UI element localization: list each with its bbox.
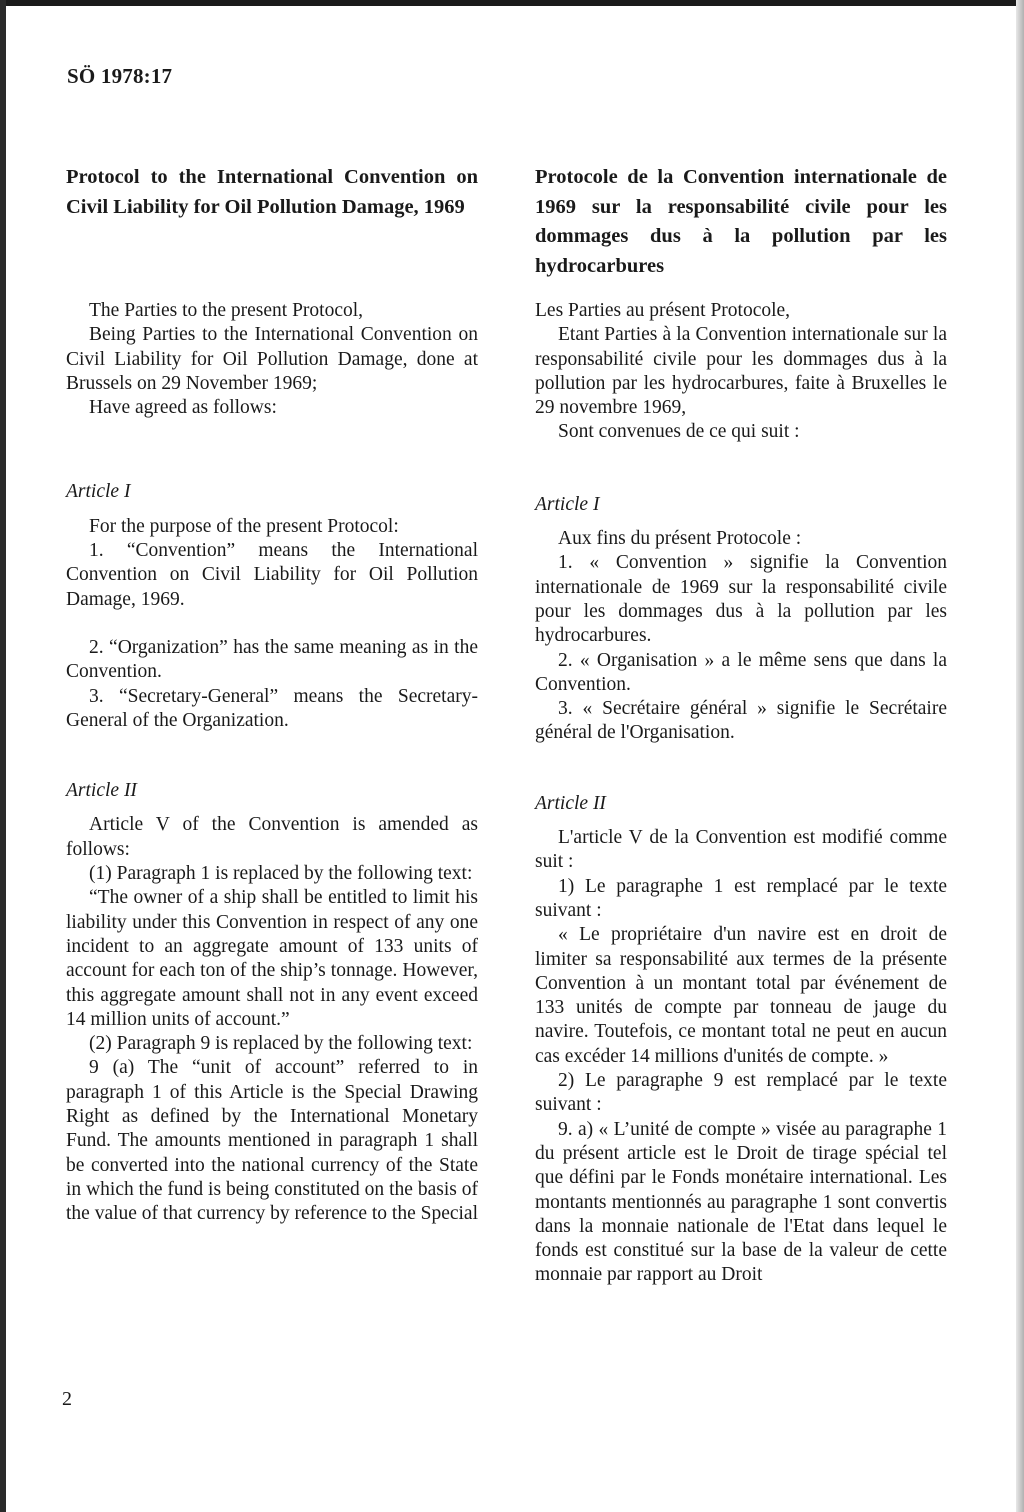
french-article-1-p2: 2. « Organisation » a le même sens que dans la Convention.: [535, 649, 947, 695]
spacer: [535, 445, 947, 493]
french-article-2-p3: 2) Le paragraphe 9 est remplacé par le texte suivant :: [535, 1070, 947, 1116]
french-article-2-p4: 9. a) « L’unité de compte » visée au paragraphe 1 du présent article est le Droit de tirage spécial tel que défini par le Fonds monétaire international. Les montants mentionnés au paragraphe 1 sont convertis dans la monnaie nationale de l'Etat dans lequel le fonds est constitué sur la base de la valeur de cette monnaie par rapport au Droit: [535, 1118, 947, 1286]
spacer: [66, 612, 478, 636]
french-article-2-p2: « Le propriétaire d'un navire est en droit de limiter sa responsabilité aux termes de la présente Convention à un montant total par événement de 133 unités de compte par tonneau de jauge du navire. Toutefois, ce montant total ne peut en aucun cas excéder 14 millions d'unités de compte. »: [535, 924, 947, 1067]
document-code: SÖ 1978:17: [67, 64, 173, 88]
english-article-1-p2: 2. “Organization” has the same meaning as in the Convention.: [66, 636, 478, 683]
french-column: [535, 163, 947, 1288]
french-article-1-p3: 3. « Secrétaire général » signifie le Secrétaire général de l'Organisation.: [535, 698, 947, 744]
french-article-1-heading: Article I: [535, 493, 600, 515]
page-edge-right: [1016, 0, 1024, 1512]
english-article-1-p3: 3. “Secretary-General” means the Secretary-General of the Organization.: [66, 685, 478, 731]
french-preamble-3: Sont convenues de ce qui suit :: [558, 421, 800, 443]
french-article-2-p0: L'article V de la Convention est modifié comme suit :: [535, 827, 947, 873]
page-edge-top: [0, 0, 1024, 6]
french-article-1-p1: 1. « Convention » signifie la Convention internationale de 1969 sur la responsabilité civile pour les dommages dus à la pollution par les hydrocarbures.: [535, 552, 947, 647]
page-edge-left: [0, 0, 6, 1512]
english-article-1-heading: Article I: [66, 481, 131, 503]
spacer: [535, 816, 947, 826]
page-number: 2: [62, 1388, 72, 1410]
french-title: Protocole de la Convention internationale de 1969 sur la responsabilité civile pour les dommages dus à la pollution par les hydrocarbures: [535, 166, 947, 277]
spacer: [66, 420, 478, 480]
spacer: [535, 746, 947, 792]
spacer: [66, 803, 478, 813]
english-column: [66, 163, 478, 1227]
spacer: [66, 505, 478, 515]
french-article-1-p0: Aux fins du présent Protocole :: [558, 528, 802, 550]
spacer: [535, 517, 947, 527]
french-preamble-2: Etant Parties à la Convention internationale sur la responsabilité civile pour les dommages dus à la pollution par les hydrocarbures, faite à Bruxelles le 29 novembre 1969,: [535, 324, 947, 419]
english-article-2-p4: 9 (a) The “unit of account” referred to in paragraph 1 of this Article is the Special Drawing Right as defined by the International Monetary Fund. The amounts mentioned in paragraph 1 shall be converted into the national currency of the State in which the fund is being constituted on the basis of the value of that currency by reference to the Special: [66, 1057, 479, 1225]
english-article-2-p2: “The owner of a ship shall be entitled to limit his liability under this Convention in respect of any one incident to an aggregate amount of 133 units of account for each ton of the ship’s tonnage. However, this aggregate amount shall not in any event exceed 14 million units of account.”: [66, 887, 478, 1030]
english-preamble-1: The Parties to the present Protocol,: [89, 300, 364, 321]
english-preamble-3: Have agreed as follows:: [89, 397, 277, 419]
english-preamble-2: Being Parties to the International Convention on Civil Liability for Oil Pollution Damage, done at Brussels on 29 November 1969;: [66, 324, 478, 394]
english-article-1-p0: For the purpose of the present Protocol:: [89, 515, 399, 537]
english-article-2-p1: (1) Paragraph 1 is replaced by the following text:: [89, 863, 473, 885]
spacer: [66, 733, 478, 779]
french-article-2-heading: Article II: [535, 792, 606, 814]
french-preamble-1: Les Parties au présent Protocole,: [535, 300, 791, 321]
english-title: Protocol to the International Convention on Civil Liability for Oil Pollution Damage, 1969: [66, 166, 478, 218]
english-article-1-p1: 1. “Convention” means the International Convention on Civil Liability for Oil Pollution Damage, 1969.: [66, 540, 478, 610]
english-article-2-p3: (2) Paragraph 9 is replaced by the following text:: [89, 1033, 473, 1055]
english-article-2-p0: Article V of the Convention is amended as follows:: [66, 814, 478, 860]
french-article-2-p1: 1) Le paragraphe 1 est remplacé par le texte suivant :: [535, 875, 947, 921]
english-article-2-heading: Article II: [66, 780, 137, 802]
